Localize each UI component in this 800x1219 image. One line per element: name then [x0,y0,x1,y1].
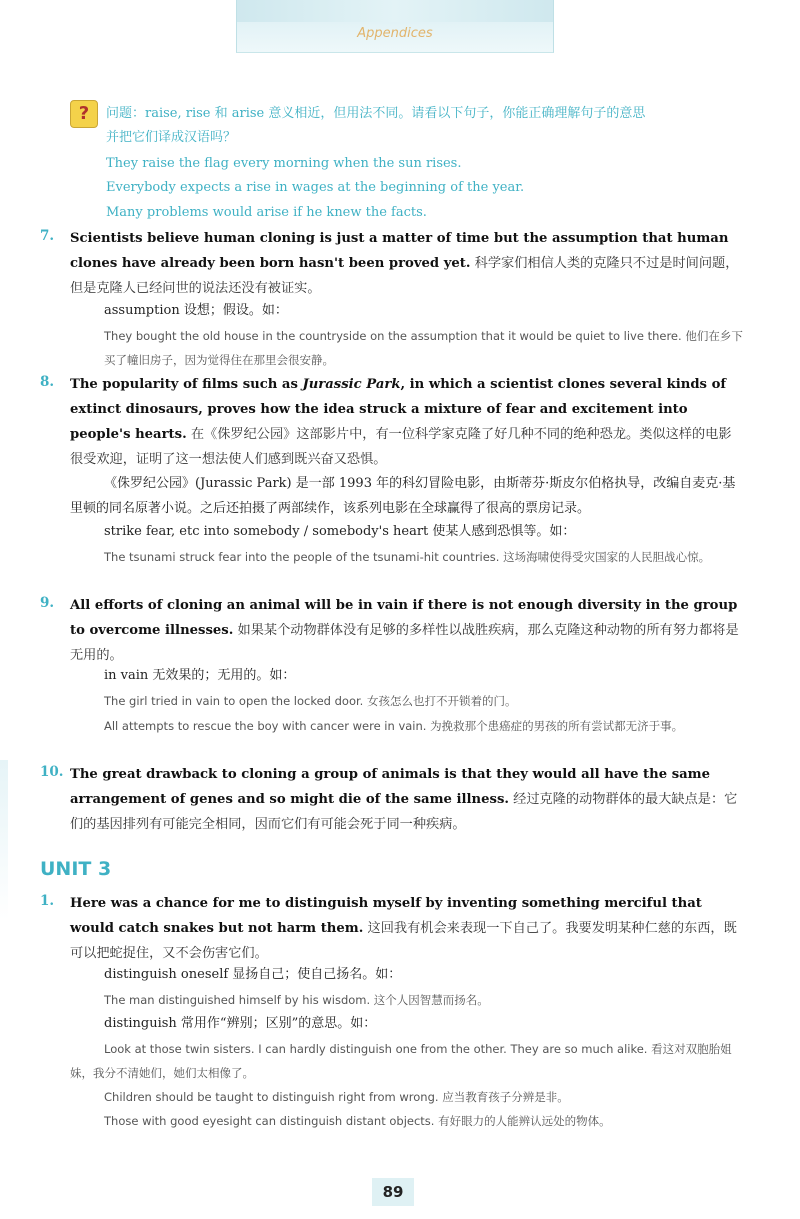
item-9-note: in vain 无效果的；无用的。如： [104,668,296,683]
item-9-example: The girl tried in vain to open the locked door. 女孩怎么也打不开锁着的门。 [104,694,517,708]
item-8-text [70,372,742,472]
item-7-translation: 科学家们相信人类的克隆只不过是时间问题，但是克隆人已经问世的说法还没有被证实。 [70,256,739,296]
item-number: 8. [40,374,55,390]
item-9-example: All attempts to rescue the boy with cancer were in vain. 为挽救那个患癌症的男孩的所有尝试都无济于事。 [104,719,684,733]
item-8-example: The tsunami struck fear into the people of the tsunami-hit countries. 这场海啸使得受灾国家的人民胆战心惊。 [104,550,711,564]
item-number: 7. [40,228,55,244]
question-example: They raise the flag every morning when the sun rises. [106,156,462,171]
item-9-text [70,593,742,668]
page-number: 89 [372,1178,414,1206]
item-8-note: strike fear, etc into somebody / somebody's heart 使某人感到恐惧等。如： [104,524,576,539]
question-mark-icon: ? [70,100,98,128]
item-8-sentence-start: The popularity of films such as [70,377,303,392]
header-decoration [237,0,553,22]
item-7-sentence: Scientists believe human cloning is just a matter of time but the assumption that human clones have already been born hasn't been proved yet. [70,231,729,271]
unit-3-example: Look at those twin sisters. I can hardly distinguish one from the other. They are so much alike. 看这对双胞胎姐妹，我分不清她们，她们太相像了。 [70,1042,732,1080]
item-number: 1. [40,893,55,909]
header-title: Appendices [357,26,433,41]
unit-3-item-1-translation: 这回我有机会来表现一下自己了。我要发明某种仁慈的东西，既可以把蛇捉住，又不会伤害它们。 [70,921,737,961]
item-8-translation: 在《侏罗纪公园》这部影片中，有一位科学家克隆了好几种不同的绝种恐龙。类似这样的电影很受欢迎，证明了这一想法使人们感到既兴奋又恐惧。 [70,427,732,467]
header-band [236,0,554,53]
item-number: 9. [40,595,55,611]
unit-3-example: The man distinguished himself by his wisdom. 这个人因智慧而扬名。 [104,993,489,1007]
item-9-sentence: All efforts of cloning an animal will be in vain if there is not enough diversity in the group to overcome illnesses. [70,598,738,638]
item-9-translation: 如果某个动物群体没有足够的多样性以战胜疾病，那么克隆这种动物的所有努力都将是无用的。 [70,623,739,663]
unit-3-example: Those with good eyesight can distinguish distant objects. 有好眼力的人能辨认远处的物体。 [104,1114,611,1128]
unit-3-example: Children should be taught to distinguish right from wrong. 应当教育孩子分辨是非。 [104,1090,569,1104]
item-10-text [70,762,742,837]
unit-3-item-1-sentence: Here was a chance for me to distinguish myself by inventing something merciful that would catch snakes but not harm them. [70,896,702,936]
unit-3-note-1: distinguish oneself 显扬自己；使自己扬名。如： [104,967,402,982]
item-10-translation: 经过克隆的动物群体的最大缺点是：它们的基因排列有可能完全相同，因而它们有可能会死于同一种疾病。 [70,792,738,832]
question-prompt: 问题：raise, rise 和 arise 意义相近，但用法不同。请看以下句子，你能正确理解句子的意思 [106,106,646,121]
item-8-background: 《侏罗纪公园》(Jurassic Park) 是一部 1993 年的科幻冒险电影，由斯蒂芬·斯皮尔伯格执导，改编自麦克·基里顿的同名原著小说。之后还拍摄了两部续作，该系列电影在全球赢得了很高的票房记录。 [70,476,736,516]
unit-3-item-1-text [70,891,742,966]
side-stripe [0,760,8,920]
item-10-sentence: The great drawback to cloning a group of animals is that they would all have the same arrangement of genes and so might die of the same illness. [70,767,711,807]
unit-3-note-2: distinguish 常用作“辨别；区别”的意思。如： [104,1016,377,1031]
item-8-sentence-end: , in which a scientist clones several kinds of extinct dinosaurs, proves how the idea struck a mixture of fear and excitement into people's hearts. [70,377,727,442]
question-example: Everybody expects a rise in wages at the beginning of the year. [106,180,525,195]
item-7-text [70,226,742,301]
item-number: 10. [40,764,64,780]
unit-heading: UNIT 3 [40,858,112,880]
item-7-note: assumption 设想；假设。如： [104,303,288,318]
item-8-film-title: Jurassic Park [302,377,401,392]
question-prompt-cont: 并把它们译成汉语吗？ [106,130,237,145]
item-7-example: They bought the old house in the countryside on the assumption that it would be quiet to live there. 他们在乡下买了幢旧房子，因为觉得住在那里会很安静。 [104,329,743,367]
question-example: Many problems would arise if he knew the facts. [106,205,427,220]
